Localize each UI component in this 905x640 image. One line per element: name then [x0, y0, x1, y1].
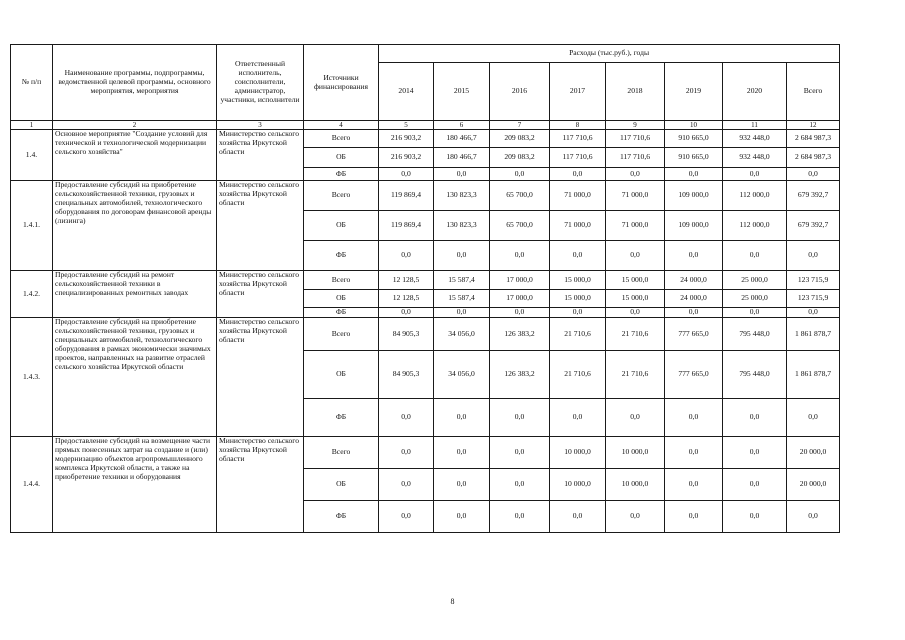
year-value: 0,0 [665, 399, 723, 437]
year-value: 15 000,0 [606, 290, 665, 308]
table-row [11, 271, 840, 290]
year-value: 0,0 [665, 168, 723, 181]
funding-source: Всего [304, 437, 379, 469]
year-value: 0,0 [606, 308, 665, 318]
row-name: Предоставление субсидий на ремонт сельскохозяйственной техники в специализированных ремонтных заводах [53, 271, 217, 318]
header-year: 2015 [434, 63, 490, 121]
year-value: 10 000,0 [606, 469, 665, 501]
funding-source: ФБ [304, 241, 379, 271]
column-index: 2 [53, 121, 217, 130]
header-year: 2019 [665, 63, 723, 121]
year-value: 0,0 [434, 399, 490, 437]
year-value: 0,0 [379, 241, 434, 271]
row-number: 1.4.3. [11, 318, 53, 437]
year-value: 112 000,0 [723, 211, 787, 241]
page-number: 8 [450, 597, 455, 606]
year-value: 0,0 [723, 437, 787, 469]
year-value: 15 000,0 [550, 290, 606, 308]
year-value: 126 383,2 [490, 351, 550, 399]
year-value: 25 000,0 [723, 271, 787, 290]
year-value: 109 000,0 [665, 181, 723, 211]
year-value: 777 665,0 [665, 351, 723, 399]
year-value: 216 903,2 [379, 148, 434, 168]
year-value: 0,0 [665, 501, 723, 533]
year-value: 0,0 [606, 501, 665, 533]
row-number: 1.4.4. [11, 437, 53, 533]
year-value: 117 710,6 [606, 148, 665, 168]
year-value: 0,0 [434, 168, 490, 181]
year-value: 130 823,3 [434, 211, 490, 241]
year-value: 21 710,6 [606, 318, 665, 351]
header-responsible: Ответственный исполнитель, соисполнители, администратор, участники, исполнители [217, 45, 304, 121]
year-value: 0,0 [665, 437, 723, 469]
year-value: 0,0 [434, 241, 490, 271]
total-value: 2 684 987,3 [787, 148, 840, 168]
year-value: 21 710,6 [550, 318, 606, 351]
year-value: 21 710,6 [550, 351, 606, 399]
header-year: 2014 [379, 63, 434, 121]
total-value: 0,0 [787, 501, 840, 533]
header-total: Всего [787, 63, 840, 121]
row-name: Предоставление субсидий на приобретение сельскохозяйственной техники, грузовых и специальных автомобилей, технологического оборудования по договорам финансовой аренды (лизинга) [53, 181, 217, 271]
year-value: 932 448,0 [723, 148, 787, 168]
year-value: 15 587,4 [434, 271, 490, 290]
year-value: 0,0 [434, 469, 490, 501]
row-name: Предоставление субсидий на приобретение сельскохозяйственной техники, грузовых и специальных автомобилей, технологического оборудования в рамках экономически значимых проектов, направленных на развитие отраслей сельского хозяйства Иркутской области [53, 318, 217, 437]
year-value: 15 000,0 [550, 271, 606, 290]
funding-source: ОБ [304, 211, 379, 241]
year-value: 12 128,5 [379, 271, 434, 290]
year-value: 0,0 [606, 241, 665, 271]
year-value: 15 000,0 [606, 271, 665, 290]
year-value: 0,0 [723, 308, 787, 318]
year-value: 0,0 [379, 469, 434, 501]
total-value: 123 715,9 [787, 271, 840, 290]
year-value: 180 466,7 [434, 148, 490, 168]
year-value: 0,0 [490, 241, 550, 271]
year-value: 119 869,4 [379, 181, 434, 211]
year-value: 0,0 [606, 168, 665, 181]
year-value: 209 083,2 [490, 148, 550, 168]
row-responsible: Министерство сельского хозяйства Иркутской области [217, 181, 304, 271]
year-value: 0,0 [723, 241, 787, 271]
year-value: 0,0 [723, 469, 787, 501]
year-value: 0,0 [379, 399, 434, 437]
year-value: 12 128,5 [379, 290, 434, 308]
header-year: 2020 [723, 63, 787, 121]
year-value: 71 000,0 [606, 181, 665, 211]
year-value: 0,0 [550, 308, 606, 318]
year-value: 71 000,0 [606, 211, 665, 241]
column-index: 5 [379, 121, 434, 130]
row-number: 1.4.1. [11, 181, 53, 271]
year-value: 117 710,6 [550, 130, 606, 148]
year-value: 0,0 [434, 501, 490, 533]
year-value: 180 466,7 [434, 130, 490, 148]
year-value: 126 383,2 [490, 318, 550, 351]
column-index-row [11, 121, 840, 130]
total-value: 1 861 878,7 [787, 351, 840, 399]
table-row [11, 437, 840, 469]
year-value: 10 000,0 [550, 437, 606, 469]
year-value: 0,0 [379, 308, 434, 318]
year-value: 117 710,6 [606, 130, 665, 148]
year-value: 0,0 [490, 469, 550, 501]
total-value: 679 392,7 [787, 211, 840, 241]
column-index: 10 [665, 121, 723, 130]
header-year: 2018 [606, 63, 665, 121]
year-value: 0,0 [550, 168, 606, 181]
year-value: 0,0 [490, 501, 550, 533]
total-value: 2 684 987,3 [787, 130, 840, 148]
year-value: 34 056,0 [434, 351, 490, 399]
year-value: 25 000,0 [723, 290, 787, 308]
column-index: 1 [11, 121, 53, 130]
row-name: Основное мероприятие "Создание условий для технической и технологической модернизации сельского хозяйства" [53, 130, 217, 181]
year-value: 0,0 [723, 399, 787, 437]
header-year: 2016 [490, 63, 550, 121]
year-value: 71 000,0 [550, 211, 606, 241]
year-value: 65 700,0 [490, 211, 550, 241]
year-value: 24 000,0 [665, 271, 723, 290]
funding-source: ФБ [304, 308, 379, 318]
funding-source: ОБ [304, 469, 379, 501]
year-value: 0,0 [723, 501, 787, 533]
year-value: 0,0 [490, 168, 550, 181]
year-value: 209 083,2 [490, 130, 550, 148]
year-value: 0,0 [723, 168, 787, 181]
year-value: 109 000,0 [665, 211, 723, 241]
total-value: 679 392,7 [787, 181, 840, 211]
row-number: 1.4. [11, 130, 53, 181]
funding-source: Всего [304, 130, 379, 148]
funding-source: ФБ [304, 501, 379, 533]
funding-source: ОБ [304, 148, 379, 168]
table-row [11, 181, 840, 211]
table-row [11, 318, 840, 351]
year-value: 119 869,4 [379, 211, 434, 241]
header-name: Наименование программы, подпрограммы, ведомственной целевой программы, основного мероприятия, мероприятия [53, 45, 217, 121]
year-value: 216 903,2 [379, 130, 434, 148]
column-index: 12 [787, 121, 840, 130]
year-value: 0,0 [490, 308, 550, 318]
column-index: 3 [217, 121, 304, 130]
total-value: 123 715,9 [787, 290, 840, 308]
table-row [11, 130, 840, 148]
year-value: 0,0 [379, 501, 434, 533]
year-value: 117 710,6 [550, 148, 606, 168]
year-value: 24 000,0 [665, 290, 723, 308]
budget-table [10, 44, 840, 533]
year-value: 0,0 [550, 399, 606, 437]
year-value: 0,0 [665, 469, 723, 501]
funding-source: ОБ [304, 290, 379, 308]
column-index: 6 [434, 121, 490, 130]
row-responsible: Министерство сельского хозяйства Иркутской области [217, 130, 304, 181]
funding-source: Всего [304, 318, 379, 351]
year-value: 932 448,0 [723, 130, 787, 148]
year-value: 65 700,0 [490, 181, 550, 211]
year-value: 0,0 [490, 437, 550, 469]
year-value: 71 000,0 [550, 181, 606, 211]
funding-source: ОБ [304, 351, 379, 399]
year-value: 795 448,0 [723, 318, 787, 351]
header-row-top [11, 45, 840, 63]
column-index: 8 [550, 121, 606, 130]
year-value: 0,0 [490, 399, 550, 437]
year-value: 21 710,6 [606, 351, 665, 399]
column-index: 4 [304, 121, 379, 130]
total-value: 0,0 [787, 399, 840, 437]
header-expenses: Расходы (тыс.руб.), годы [379, 45, 840, 63]
year-value: 17 000,0 [490, 271, 550, 290]
header-num: № п/п [11, 45, 53, 121]
header-year: 2017 [550, 63, 606, 121]
year-value: 0,0 [434, 308, 490, 318]
year-value: 0,0 [665, 308, 723, 318]
year-value: 84 905,3 [379, 318, 434, 351]
total-value: 1 861 878,7 [787, 318, 840, 351]
year-value: 0,0 [379, 437, 434, 469]
funding-source: ФБ [304, 168, 379, 181]
year-value: 910 665,0 [665, 130, 723, 148]
funding-source: Всего [304, 271, 379, 290]
year-value: 15 587,4 [434, 290, 490, 308]
year-value: 0,0 [665, 241, 723, 271]
year-value: 0,0 [550, 241, 606, 271]
year-value: 0,0 [434, 437, 490, 469]
year-value: 10 000,0 [550, 469, 606, 501]
year-value: 34 056,0 [434, 318, 490, 351]
year-value: 10 000,0 [606, 437, 665, 469]
year-value: 130 823,3 [434, 181, 490, 211]
column-index: 9 [606, 121, 665, 130]
year-value: 0,0 [550, 501, 606, 533]
row-number: 1.4.2. [11, 271, 53, 318]
year-value: 0,0 [606, 399, 665, 437]
header-source: Источники финансирования [304, 45, 379, 121]
year-value: 17 000,0 [490, 290, 550, 308]
total-value: 0,0 [787, 308, 840, 318]
year-value: 0,0 [379, 168, 434, 181]
funding-source: ФБ [304, 399, 379, 437]
total-value: 0,0 [787, 241, 840, 271]
total-value: 20 000,0 [787, 469, 840, 501]
year-value: 112 000,0 [723, 181, 787, 211]
row-responsible: Министерство сельского хозяйства Иркутской области [217, 271, 304, 318]
total-value: 0,0 [787, 168, 840, 181]
row-responsible: Министерство сельского хозяйства Иркутской области [217, 437, 304, 533]
year-value: 84 905,3 [379, 351, 434, 399]
year-value: 795 448,0 [723, 351, 787, 399]
year-value: 910 665,0 [665, 148, 723, 168]
funding-source: Всего [304, 181, 379, 211]
row-name: Предоставление субсидий на возмещение части прямых понесенных затрат на создание и (или) модернизацию объектов агропромышленного комплекса Иркутской области, а также на приобретение техники и оборудования [53, 437, 217, 533]
row-responsible: Министерство сельского хозяйства Иркутской области [217, 318, 304, 437]
column-index: 11 [723, 121, 787, 130]
total-value: 20 000,0 [787, 437, 840, 469]
year-value: 777 665,0 [665, 318, 723, 351]
column-index: 7 [490, 121, 550, 130]
